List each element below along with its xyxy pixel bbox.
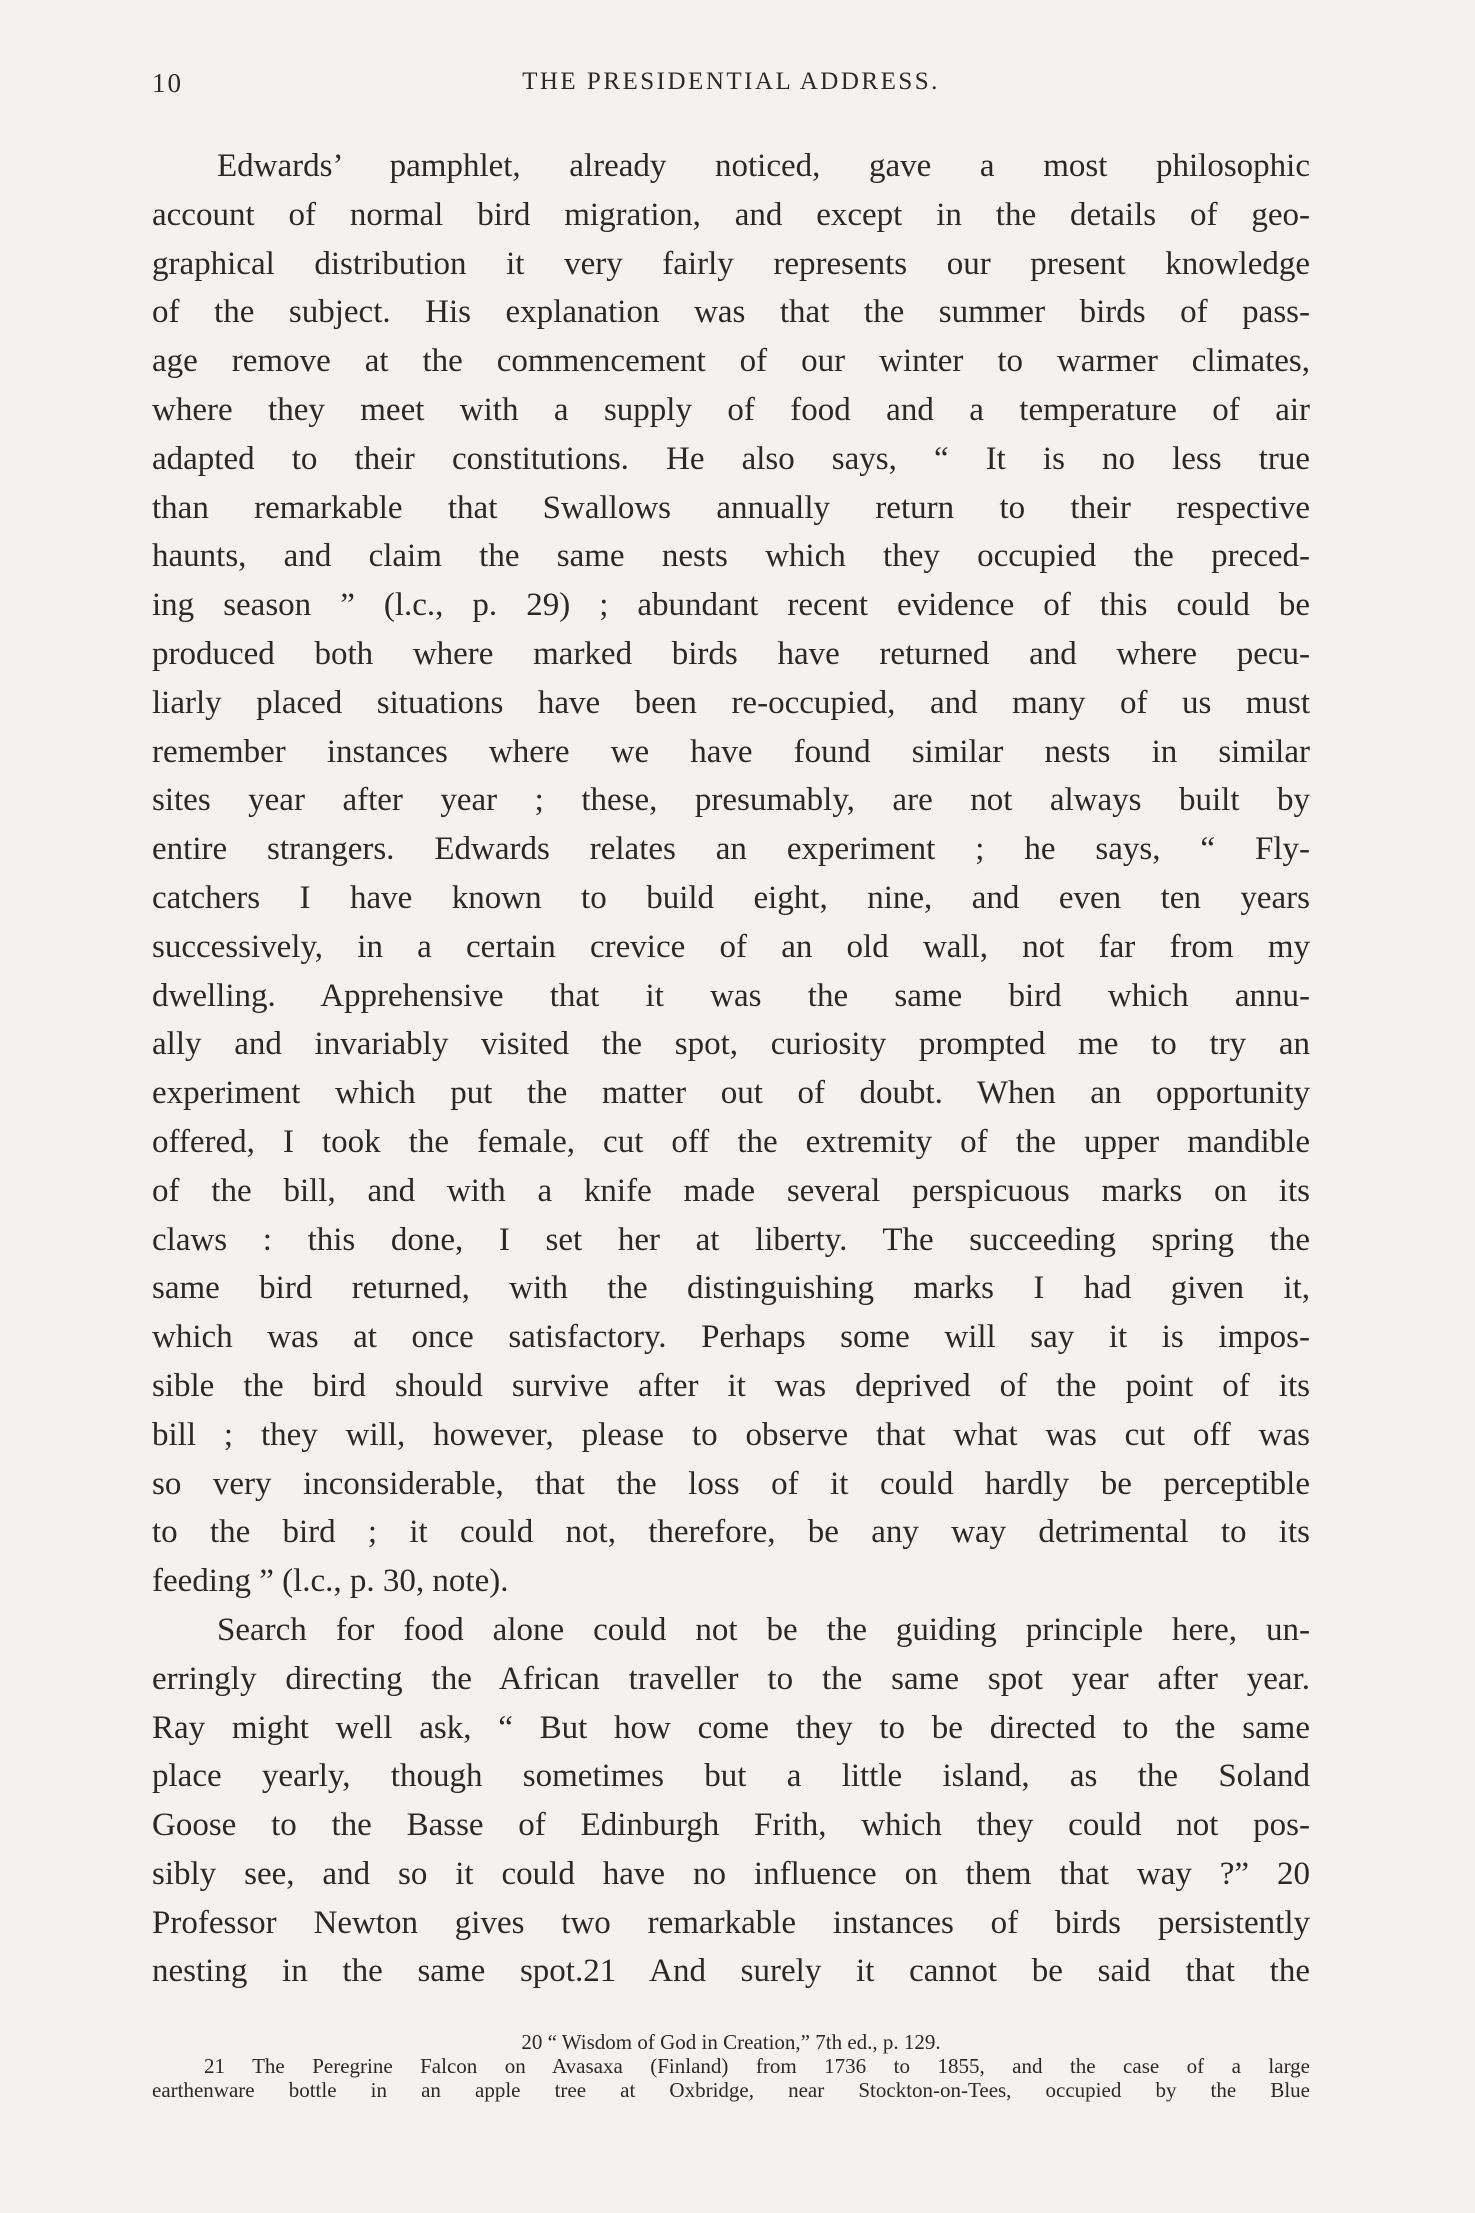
text-line: account of normal bird migration, and except in the details of geo- — [152, 196, 1310, 233]
text-line: where they meet with a supply of food and a temperature of air — [152, 391, 1310, 428]
text-line: sibly see, and so it could have no influence on them that way ?” 20 — [152, 1855, 1310, 1892]
text-line: experiment which put the matter out of doubt. When an opportunity — [152, 1075, 1310, 1112]
text-line: feeding ” (l.c., p. 30, note). — [152, 1563, 509, 1600]
text-line: Goose to the Basse of Edinburgh Frith, which they could not pos- — [152, 1807, 1310, 1844]
running-head: THE PRESIDENTIAL ADDRESS. — [522, 68, 940, 95]
text-line: of the bill, and with a knife made several perspicuous marks on its — [152, 1172, 1310, 1209]
text-line: so very inconsiderable, that the loss of it could hardly be perceptible — [152, 1465, 1310, 1502]
text-line: claws : this done, I set her at liberty. The succeeding spring the — [152, 1221, 1310, 1258]
text-line: which was at once satisfactory. Perhaps some will say it is impos- — [152, 1319, 1310, 1356]
text-line: haunts, and claim the same nests which they occupied the preced- — [152, 538, 1310, 575]
text-line: adapted to their constitutions. He also says, “ It is no less true — [152, 440, 1310, 477]
page-header — [152, 68, 1310, 108]
footnote-20: 20 “ Wisdom of God in Creation,” 7th ed., p. 129. — [521, 2030, 941, 2054]
text-line: produced both where marked birds have returned and where pecu- — [152, 635, 1310, 672]
text-line: erringly directing the African traveller to the same spot year after year. — [152, 1660, 1310, 1697]
body-text — [152, 142, 1310, 1996]
footnote-21: 21 The Peregrine Falcon on Avasaxa (Finland) from 1736 to 1855, and the case of a large — [204, 2054, 1310, 2078]
text-line: of the subject. His explanation was that the summer birds of pass- — [152, 294, 1310, 331]
text-line: place yearly, though sometimes but a little island, as the Soland — [152, 1758, 1310, 1795]
text-line: Ray might well ask, “ But how come they to be directed to the same — [152, 1709, 1310, 1746]
text-line: remember instances where we have found similar nests in similar — [152, 733, 1310, 770]
text-line: successively, in a certain crevice of an old wall, not far from my — [152, 928, 1310, 965]
page-number: 10 — [152, 68, 183, 98]
text-line: than remarkable that Swallows annually return to their respective — [152, 489, 1310, 526]
text-line: sites year after year ; these, presumably, are not always built by — [152, 782, 1310, 819]
text-line: bill ; they will, however, please to observe that what was cut off was — [152, 1416, 1310, 1453]
text-line: Search for food alone could not be the guiding principle here, un- — [217, 1611, 1310, 1648]
text-line: sible the bird should survive after it was deprived of the point of its — [152, 1367, 1310, 1404]
text-line: age remove at the commencement of our winter to warmer climates, — [152, 343, 1310, 380]
text-line: catchers I have known to build eight, nine, and even ten years — [152, 879, 1310, 916]
text-line: entire strangers. Edwards relates an experiment ; he says, “ Fly- — [152, 831, 1310, 868]
text-line: offered, I took the female, cut off the extremity of the upper mandible — [152, 1123, 1310, 1160]
text-line: to the bird ; it could not, therefore, be any way detrimental to its — [152, 1514, 1310, 1551]
text-line: nesting in the same spot.21 And surely it cannot be said that the — [152, 1953, 1310, 1990]
text-line: liarly placed situations have been re-occupied, and many of us must — [152, 684, 1310, 721]
text-line: dwelling. Apprehensive that it was the same bird which annu- — [152, 977, 1310, 1014]
text-line: graphical distribution it very fairly represents our present knowledge — [152, 245, 1310, 282]
text-line: Edwards’ pamphlet, already noticed, gave a most philosophic — [217, 148, 1310, 184]
text-line: ing season ” (l.c., p. 29) ; abundant recent evidence of this could be — [152, 587, 1310, 624]
text-line: ally and invariably visited the spot, curiosity prompted me to try an — [152, 1026, 1310, 1063]
text-line: Professor Newton gives two remarkable instances of birds persistently — [152, 1904, 1310, 1941]
text-line: same bird returned, with the distinguishing marks I had given it, — [152, 1270, 1310, 1307]
footnote-21-continued: earthenware bottle in an apple tree at Oxbridge, near Stockton-on-Tees, occupied by the Blue — [152, 2078, 1310, 2102]
footnotes — [152, 2030, 1310, 2102]
